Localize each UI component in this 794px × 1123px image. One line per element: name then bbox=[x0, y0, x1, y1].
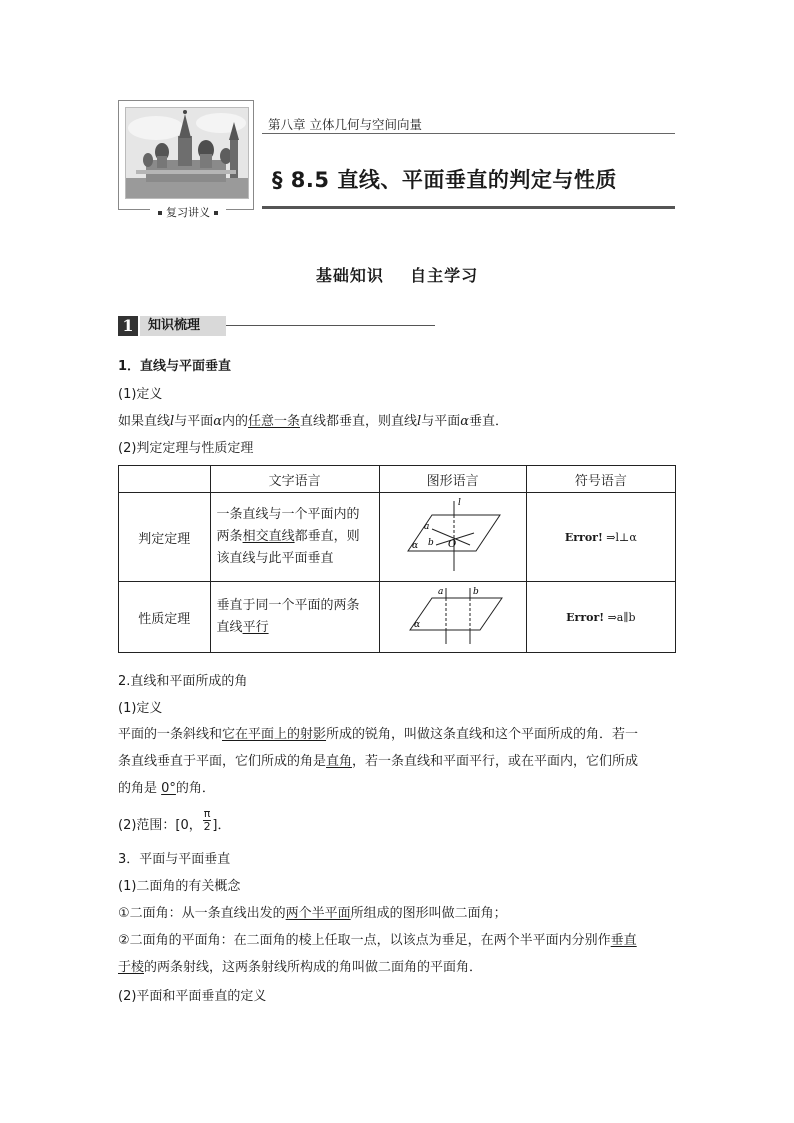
table-header-cell: 符号语言 bbox=[526, 466, 675, 493]
plane-perpendicular-definition-label: (2)平面和平面垂直的定义 bbox=[118, 989, 267, 1004]
plane-angle-definition-line-1: ②二面角的平面角：在二面角的棱上任取一点，以该点为垂足，在两个半平面内分别作垂直 bbox=[118, 933, 637, 948]
review-tag bbox=[150, 204, 226, 220]
row-description: 垂直于同一个平面的两条 直线平行 bbox=[210, 582, 379, 653]
fraction-pi-over-2: $\frac{\pi}{2}$ bbox=[203, 807, 211, 833]
badge-divider bbox=[226, 325, 435, 326]
row-figure bbox=[379, 493, 526, 582]
definition-text: 如果直线l与平面α内的任意一条直线都垂直，则直线l与平面α垂直． bbox=[118, 414, 509, 429]
section-number-badge: 1 bbox=[118, 316, 138, 336]
table-header-cell: 文字语言 bbox=[210, 466, 379, 493]
row-figure bbox=[379, 582, 526, 653]
row-label: 判定定理 bbox=[119, 493, 211, 582]
label-a: a bbox=[423, 522, 430, 532]
label-O: O bbox=[447, 539, 456, 550]
label-a: a bbox=[437, 587, 444, 597]
angle-definition-line-3: 的角是 0°的角． bbox=[118, 781, 215, 796]
theorem-table bbox=[118, 465, 676, 653]
bullet-square-icon bbox=[158, 211, 162, 215]
row-symbol: Error! ⇒l⊥α bbox=[526, 493, 675, 582]
label-b: b bbox=[427, 538, 434, 548]
table-header-row bbox=[119, 466, 676, 493]
row-description: 一条直线与一个平面内的 两条相交直线都垂直，则 该直线与此平面垂直 bbox=[210, 493, 379, 582]
label-l: l bbox=[457, 498, 461, 508]
heading-plane-plane-perpendicular: 3．平面与平面垂直 bbox=[118, 852, 231, 867]
angle-definition-line-1: 平面的一条斜线和它在平面上的射影所成的锐角，叫做这条直线和这个平面所成的角．若一 bbox=[118, 727, 639, 742]
section-title: § 8.5 直线、平面垂直的判定与性质 bbox=[272, 168, 617, 192]
chapter-title: 第八章 立体几何与空间向量 bbox=[268, 117, 422, 132]
table-header-cell bbox=[119, 466, 211, 493]
definition-label: (1)定义 bbox=[118, 387, 163, 402]
heading-line-plane-angle: 2.直线和平面所成的角 bbox=[118, 674, 248, 689]
label-alpha: α bbox=[413, 620, 420, 630]
section-badge-label: 知识梳理 bbox=[140, 316, 226, 336]
row-symbol: Error! ⇒a∥b bbox=[526, 582, 675, 653]
chapter-thumbnail bbox=[118, 100, 254, 210]
header-underline bbox=[262, 206, 675, 209]
perpendicular-property-diagram bbox=[380, 582, 526, 648]
table-header-cell: 图形语言 bbox=[379, 466, 526, 493]
angle-range: (2)范围：[0， $\frac{\pi}{2}$ ]． bbox=[118, 807, 231, 833]
cathedral-image bbox=[125, 107, 249, 199]
label-b: b bbox=[472, 587, 479, 597]
cathedral-illustration bbox=[126, 108, 248, 198]
table-row bbox=[119, 493, 676, 582]
header-divider bbox=[262, 133, 675, 134]
angle-definition-line-2: 条直线垂直于平面，它们所成的角是直角，若一条直线和平面平行，或在平面内，它们所成 bbox=[118, 754, 639, 769]
row-label: 性质定理 bbox=[119, 582, 211, 653]
part-title: 基础知识 自主学习 bbox=[315, 266, 479, 285]
bullet-square-icon bbox=[214, 211, 218, 215]
table-row bbox=[119, 582, 676, 653]
label-alpha: α bbox=[411, 541, 418, 551]
definition-label: (1)定义 bbox=[118, 701, 163, 716]
plane-angle-definition-line-2: 于棱的两条射线，这两条射线所构成的角叫做二面角的平面角． bbox=[118, 960, 483, 975]
dihedral-angle-definition: ①二面角：从一条直线出发的两个半平面所组成的图形叫做二面角； bbox=[118, 906, 507, 921]
review-tag-label: 复习讲义 bbox=[166, 206, 210, 219]
theorem-label: (2)判定定理与性质定理 bbox=[118, 441, 254, 456]
dihedral-concepts-label: (1)二面角的有关概念 bbox=[118, 879, 241, 894]
heading-line-plane-perpendicular: 1．直线与平面垂直 bbox=[118, 359, 232, 374]
perpendicular-judgment-diagram bbox=[380, 493, 526, 577]
